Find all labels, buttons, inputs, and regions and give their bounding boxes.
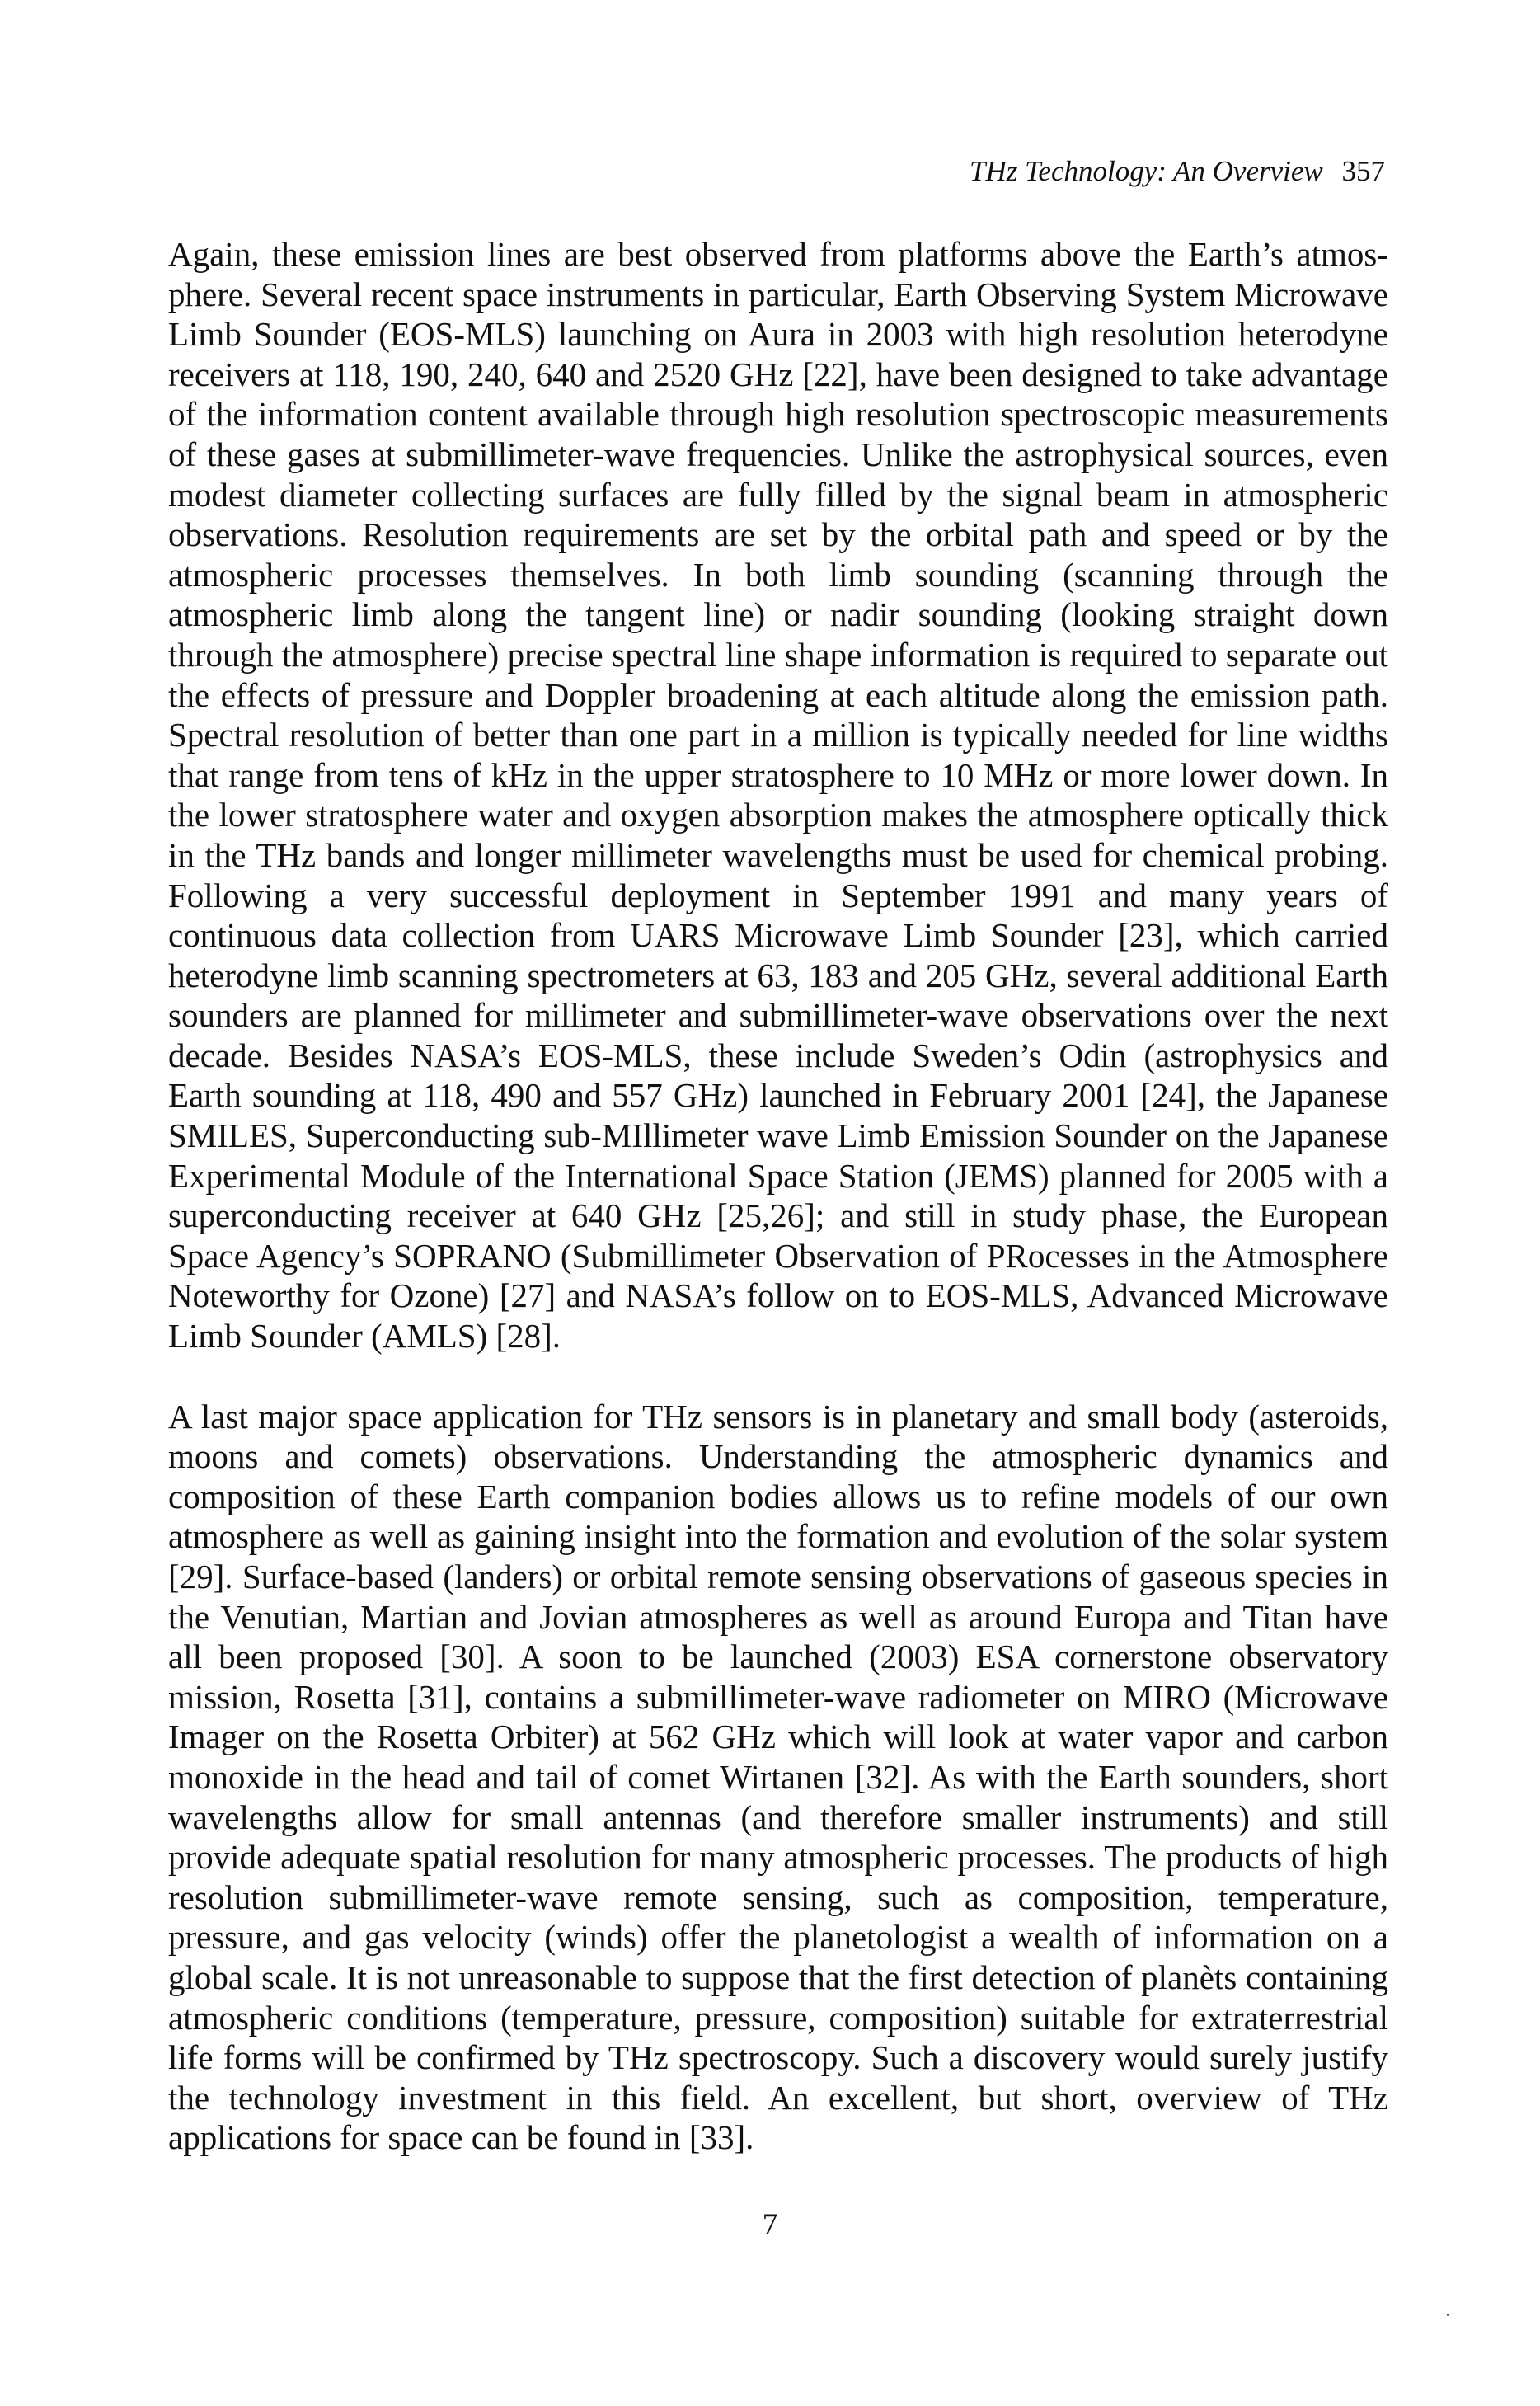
paragraph-planetary-observations: A last major space application for THz sensors is in planetary and small body (asteroids, moons and comets) observations. Understanding the atmospheric dynamics and composition of these Earth companion bodies allows us to refine models of our own atmosphere as well as gaining insight into the formation and evolution of the solar system [29]. Surface-based (landers) or orbital remote sensing observations of gaseous species in the Venutian, Martian and Jovian atmospheres as well as around Europa and Titan have all been proposed [30]. A soon to be launched (2003) ESA cornerstone observatory mission, Rosetta [31], contains a submillimeter-wave radiometer on MIRO (Microwave Imager on the Rosetta Orbiter) at 562 GHz which will look at water vapor and carbon monoxide in the head and tail of comet Wirtanen [32]. As with the Earth sounders, short wavelengths allow for small antennas (and therefore smaller instruments) and still provide adequate spatial resolution for many atmospheric processes. The products of high resolution submillimeter-wave remote sensing, such as composition, temperature, pressure, and gas velocity (winds) offer the planetologist a wealth of information on a global scale. It is not unreasonable to suppose that the first detection of planèts containing atmospheric conditions (temperature, pressure, composition) suitable for extraterrestrial life forms will be confirmed by THz spectroscopy. Such a discovery would surely justify the technology investment in this field. An excellent, but short, overview of THz applications for space can be found in [33]. (168, 1397, 1388, 2157)
scan-speck (1447, 2314, 1449, 2316)
paragraph-atmospheric-sounders: Again, these emission lines are best observed from platforms above the Earth’s atmosphere. Several recent space instruments in particular, Earth Observing System Microwave Limb Sounder (EOS-MLS) launching on Aura in 2003 with high resolution heterodyne receivers at 118, 190, 240, 640 and 2520 GHz [22], have been designed to take advantage of the information content available through high resolution spectroscopic measurements of these gases at submillimeter-wave frequencies. Unlike the astrophysical sources, even modest diameter collecting surfaces are fully filled by the signal beam in atmospheric observations. Resolution requirements are set by the orbital path and speed or by the atmospheric processes themselves. In both limb sounding (scanning through the atmospheric limb along the tangent line) or nadir sounding (looking straight down through the atmosphere) precise spectral line shape information is required to separate out the effects of pressure and Doppler broadening at each altitude along the emission path. Spectral resolution of better than one part in a million is typically needed for line widths that range from tens of kHz in the upper stratosphere to 10 MHz or more lower down. In the lower stratosphere water and oxygen absorption makes the atmosphere optically thick in the THz bands and longer millimeter wavelengths must be used for chemical probing. Following a very successful deployment in September 1991 and many years of continuous data collection from UARS Microwave Limb Sounder [23], which carried heterodyne limb scanning spectrometers at 63, 183 and 205 GHz, several additional Earth sounders are planned for millimeter and submillimeter-wave observations over the next decade. Besides NASA’s EOS-MLS, these include Sweden’s Odin (astrophysics and Earth sounding at 118, 490 and 557 GHz) launched in February 2001 [24], the Japanese SMILES, Superconducting sub-MIllimeter wave Limb Emission Sounder on the Japanese Experimental Module of the International Space Station (JEMS) planned for 2005 with a superconducting receiver at 640 GHz [25,26]; and still in study phase, the European Space Agency’s SOPRANO (Submillimeter Observation of PRocesses in the Atmosphere Noteworthy for Ozone) [27] and NASA’s follow on to EOS-MLS, Advanced Microwave Limb Sounder (AMLS) [28]. (168, 235, 1388, 1356)
header-page-number: 357 (1341, 155, 1385, 187)
body-text (168, 234, 1388, 2158)
running-title: THz Technology: An Overview (970, 155, 1323, 187)
footer-folio: 7 (762, 2208, 778, 2242)
running-header (970, 155, 1385, 188)
